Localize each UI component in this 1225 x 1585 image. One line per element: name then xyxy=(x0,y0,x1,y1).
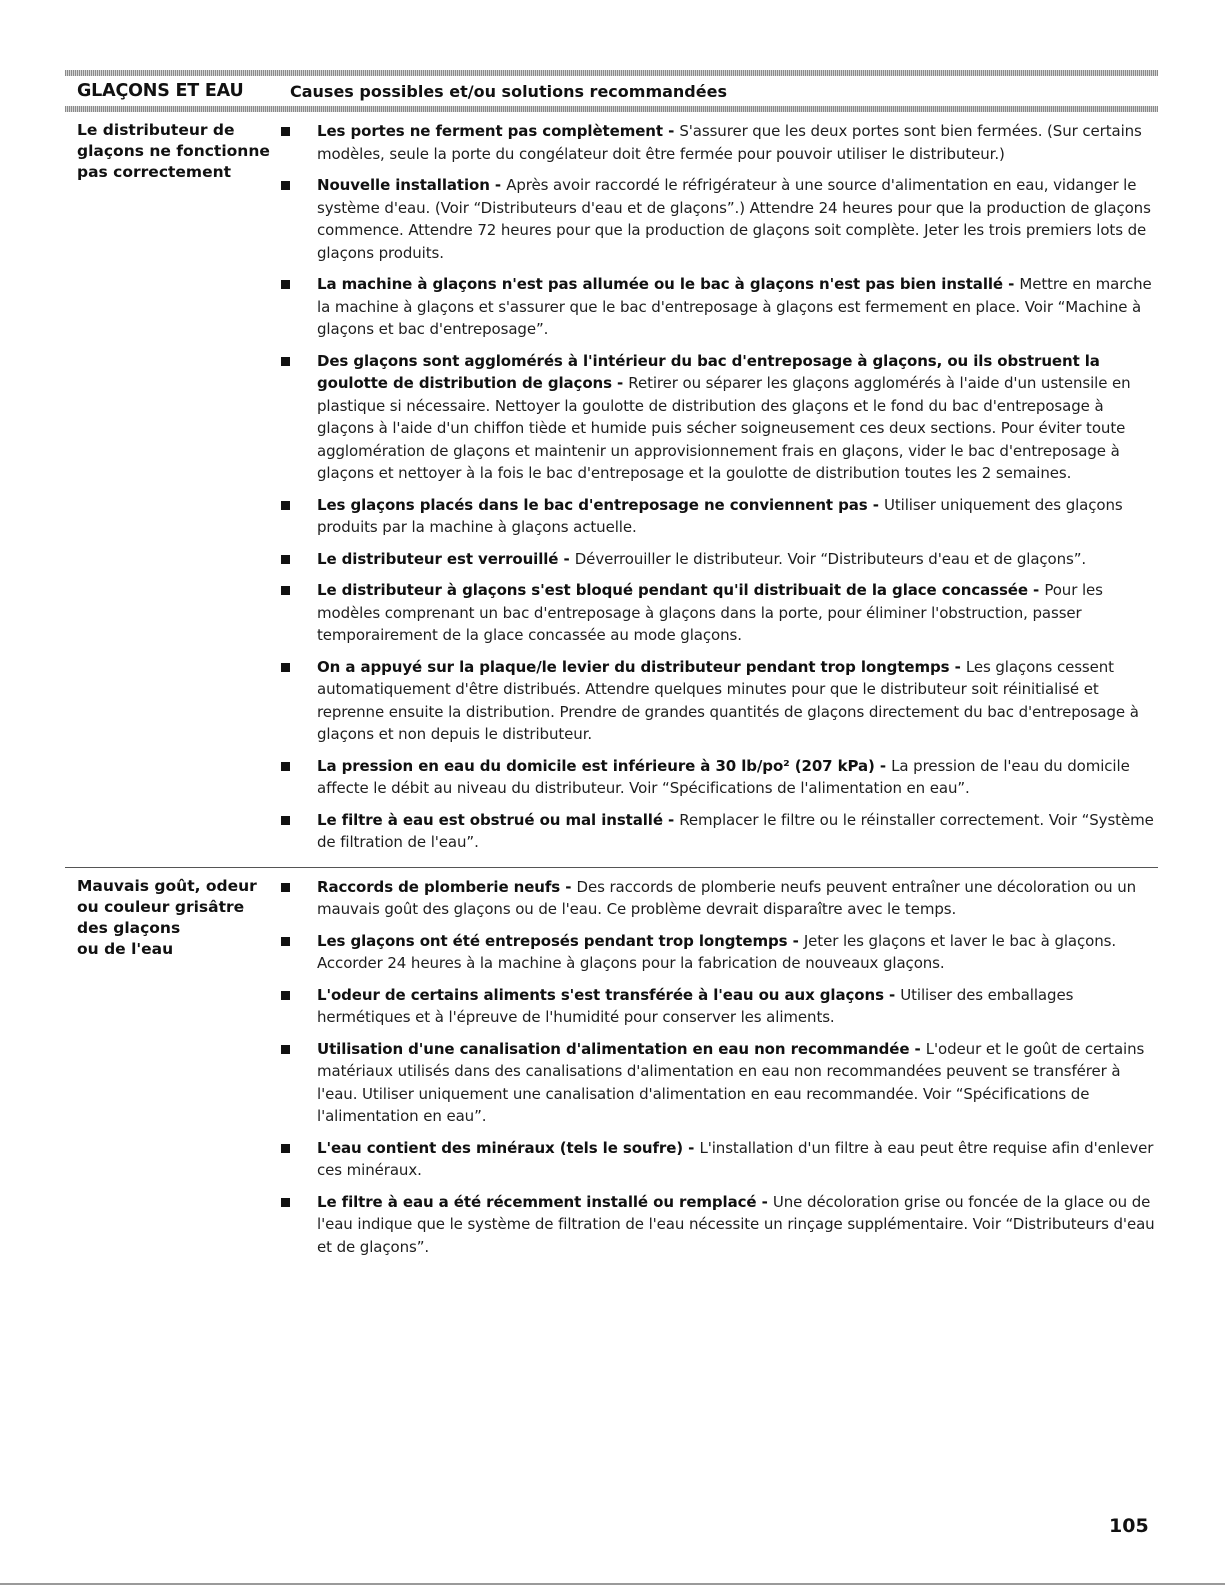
cause-title: L'odeur de certains aliments s'est transférée à l'eau ou aux glaçons - xyxy=(317,985,901,1004)
problem-line: glaçons ne fonctionne xyxy=(77,142,270,160)
cause-text: Pour les modèles comprenant un bac d'entreposage à glaçons dans la porte, pour éliminer l'obstruction, passer temporairement de la glace concassée au mode glaçons. xyxy=(317,581,1103,644)
causes-list xyxy=(275,868,1158,1268)
square-bullet-icon xyxy=(281,762,290,771)
cause-item xyxy=(275,1038,1158,1128)
problem-line: des glaçons xyxy=(77,918,181,937)
cause-text: Remplacer le filtre ou le réinstaller correctement. Voir “Système de filtration de l'eau”. xyxy=(317,810,1154,851)
square-bullet-icon xyxy=(281,555,290,564)
square-bullet-icon xyxy=(281,181,290,190)
cause-text: La pression de l'eau du domicile affecte le débit au niveau du distributeur. Voir “Spécifications de l'alimentation en eau”. xyxy=(317,756,1130,797)
cause-title: Le filtre à eau est obstrué ou mal installé - xyxy=(317,810,680,829)
cause-item xyxy=(275,548,1158,571)
square-bullet-icon xyxy=(281,663,290,672)
cause-text: L'odeur et le goût de certains matériaux utilisés dans des canalisations d'alimentation en eau non recommandées peuvent se transférer à l'eau. Utiliser uniquement une canalisation d'alimentation en eau recommandée. Voir “Spécifications de l'alimentation en eau”. xyxy=(317,1039,1145,1125)
problem-label xyxy=(65,112,275,863)
cause-item xyxy=(275,809,1158,854)
cause-title: Les glaçons ont été entreposés pendant trop longtemps - xyxy=(317,931,804,950)
section-ice-dispenser xyxy=(65,112,1158,863)
header-category: GLAÇONS ET EAU xyxy=(77,81,244,101)
square-bullet-icon xyxy=(281,1144,290,1153)
square-bullet-icon xyxy=(281,501,290,510)
cause-item xyxy=(275,579,1158,647)
cause-item xyxy=(275,930,1158,975)
cause-title: Le distributeur est verrouillé - xyxy=(317,549,575,568)
cause-title: Nouvelle installation - xyxy=(317,176,507,194)
square-bullet-icon xyxy=(281,280,290,289)
section-bad-taste xyxy=(65,868,1158,1268)
square-bullet-icon xyxy=(281,357,290,366)
cause-text: Retirer ou séparer les glaçons agglomérés à l'aide d'un ustensile en plastique si nécessaire. Nettoyer la goulotte de distribution des glaçons et le fond du bac d'entreposage à glaçons à l'aide d'un chiffon tiède et humide puis sécher soigneusement ces deux sections. Pour éviter toute agglomération de glaçons et maintenir un approvisionnement frais en glaçons, vider le bac d'entreposage à glaçons et nettoyer à la fois le bac d'entreposage et la goulotte de distribution toutes les 2 semaines. xyxy=(317,374,1131,482)
cause-text: Des raccords de plomberie neufs peuvent entraîner une décoloration ou un mauvais goût des glaçons ou de l'eau. Ce problème devrait disparaître avec le temps. xyxy=(317,877,1137,918)
cause-title: Le filtre à eau a été récemment installé ou remplacé - xyxy=(317,1192,773,1211)
cause-title: Les portes ne ferment pas complètement - xyxy=(317,122,680,140)
cause-item xyxy=(275,1137,1158,1182)
cause-text: Une décoloration grise ou foncée de la glace ou de l'eau indique que le système de filtration de l'eau nécessite un rinçage supplémentaire. Voir “Distributeurs d'eau et de glaçons”. xyxy=(317,1192,1155,1256)
square-bullet-icon xyxy=(281,127,290,136)
cause-title: L'eau contient des minéraux (tels le soufre) - xyxy=(317,1138,700,1157)
cause-title: Utilisation d'une canalisation d'alimentation en eau non recommandée - xyxy=(317,1039,926,1058)
cause-title: Raccords de plomberie neufs - xyxy=(317,877,577,896)
problem-line: ou de l'eau xyxy=(77,939,174,958)
cause-text: Mettre en marche la machine à glaçons et s'assurer que le bac d'entreposage à glaçons est fermement en place. Voir “Machine à glaçons et bac d'entreposage”. xyxy=(317,275,1152,338)
cause-text: Les glaçons cessent automatiquement d'être distribués. Attendre quelques minutes pour que le distributeur soit réinitialisé et reprenne ensuite la distribution. Prendre de grandes quantités de glaçons directement du bac d'entreposage à glaçons et non depuis le distributeur. xyxy=(317,657,1139,743)
problem-line: Mauvais goût, odeur xyxy=(77,876,257,895)
cause-text: Après avoir raccordé le réfrigérateur à une source d'alimentation en eau, vidanger le système d'eau. (Voir “Distributeurs d'eau et de glaçons”.) Attendre 24 heures pour que la production de glaçons commence. Attendre 72 heures pour que la production de glaçons soit complète. Jeter les trois premiers lots de glaçons produits. xyxy=(317,176,1151,262)
troubleshooting-page xyxy=(65,70,1158,1267)
cause-item xyxy=(275,984,1158,1029)
square-bullet-icon xyxy=(281,991,290,1000)
cause-item xyxy=(275,174,1158,264)
square-bullet-icon xyxy=(281,586,290,595)
square-bullet-icon xyxy=(281,937,290,946)
page-number: 105 xyxy=(1109,1515,1149,1537)
cause-title: Des glaçons sont agglomérés à l'intérieur du bac d'entreposage à glaçons, ou ils obstruent la goulotte de distribution de glaçons - xyxy=(317,351,1100,392)
cause-title: On a appuyé sur la plaque/le levier du distributeur pendant trop longtemps - xyxy=(317,657,966,676)
cause-text: S'assurer que les deux portes sont bien fermées. (Sur certains modèles, seule la porte du congélateur doit être fermée pour pouvoir utiliser le distributeur.) xyxy=(317,122,1142,163)
cause-title: Les glaçons placés dans le bac d'entreposage ne conviennent pas - xyxy=(317,495,884,514)
square-bullet-icon xyxy=(281,1198,290,1207)
square-bullet-icon xyxy=(281,1045,290,1054)
cause-item xyxy=(275,656,1158,746)
cause-text: Déverrouiller le distributeur. Voir “Distributeurs d'eau et de glaçons”. xyxy=(574,549,1087,568)
cause-item xyxy=(275,494,1158,539)
cause-title: Le distributeur à glaçons s'est bloqué pendant qu'il distribuait de la glace concassée - xyxy=(317,581,1045,599)
problem-label xyxy=(65,868,275,1268)
cause-item xyxy=(275,273,1158,341)
cause-text: Utiliser des emballages hermétiques et à l'épreuve de l'humidité pour conserver les aliments. xyxy=(317,985,1074,1026)
cause-title: La machine à glaçons n'est pas allumée ou le bac à glaçons n'est pas bien installé - xyxy=(317,275,1020,293)
cause-title: La pression en eau du domicile est inférieure à 30 lb/po² (207 kPa) - xyxy=(317,756,892,775)
problem-line: ou couleur grisâtre xyxy=(77,897,245,916)
cause-text: Utiliser uniquement des glaçons produits par la machine à glaçons actuelle. xyxy=(317,495,1123,536)
table-header xyxy=(65,76,1158,106)
cause-text: Jeter les glaçons et laver le bac à glaçons. Accorder 24 heures à la machine à glaçons pour la fabrication de nouveaux glaçons. xyxy=(317,931,1117,972)
problem-line: Le distributeur de xyxy=(77,121,235,139)
cause-item xyxy=(275,120,1158,165)
square-bullet-icon xyxy=(281,883,290,892)
cause-text: L'installation d'un filtre à eau peut être requise afin d'enlever ces minéraux. xyxy=(317,1138,1154,1179)
cause-item xyxy=(275,350,1158,485)
cause-item xyxy=(275,755,1158,800)
header-causes: Causes possibles et/ou solutions recommandées xyxy=(290,81,727,101)
cause-item xyxy=(275,1191,1158,1259)
causes-list xyxy=(275,112,1158,863)
cause-item xyxy=(275,876,1158,921)
square-bullet-icon xyxy=(281,816,290,825)
problem-line: pas correctement xyxy=(77,163,232,181)
